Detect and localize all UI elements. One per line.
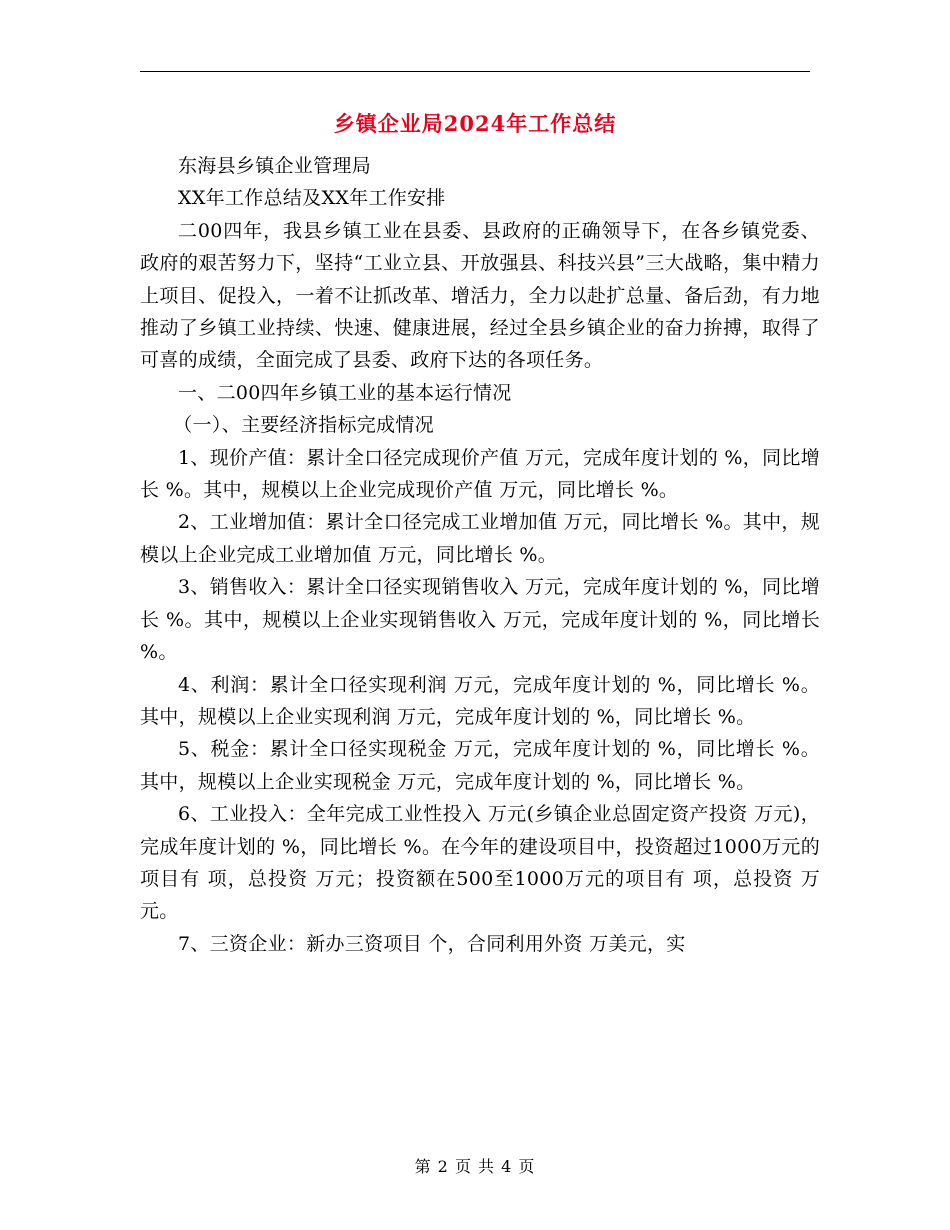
indicator-sales: 3、销售收入：累计全口径实现销售收入 万元，完成年度计划的 %，同比增长 %。其中，规模以上企业实现销售收入 万元，完成年度计划的 %，同比增长 %。 <box>140 576 820 664</box>
indicator-output-value: 1、现价产值：累计全口径完成现价产值 万元，完成年度计划的 %，同比增长 %。其中，规模以上企业完成现价产值 万元，同比增长 %。 <box>140 446 820 502</box>
subsection-heading: （一）、主要经济指标完成情况 <box>173 414 434 437</box>
section-heading: 一、二00四年乡镇工业的基本运行情况 <box>178 381 512 404</box>
intro-paragraph: 二00四年，我县乡镇工业在县委、县政府的正确领导下，在各乡镇党委、政府的艰苦努力下，坚持“工业立县、开放强县、科技兴县”三大战略，集中精力上项目、促投入，一着不让抓改革、增活力，全力以赴扩总量、备后劲，有力地推动了乡镇工业持续、快速、健康进展，经过全县乡镇企业的奋力拚搏，取得了可喜的成绩，全面完成了县委、政府下达的各项任务。 <box>140 219 820 372</box>
document-body <box>140 150 820 960</box>
indicator-investment: 6、工业投入：全年完成工业性投入 万元(乡镇企业总固定资产投资 万元)，完成年度计划的 %，同比增长 %。在今年的建设项目中，投资超过1000万元的项目有 项，总投资 万元；投资额在500至1000万元的项目有 项，总投资 万元。 <box>140 803 820 923</box>
document-title: 乡镇企业局2024年工作总结 <box>333 111 617 136</box>
indicator-foreign-enterprises: 7、三资企业：新办三资项目 个，合同利用外资 万美元，实 <box>178 932 686 955</box>
indicator-tax: 5、税金：累计全口径实现税金 万元，完成年度计划的 %，同比增长 %。其中，规模以上企业实现税金 万元，完成年度计划的 %，同比增长 %。 <box>140 738 820 793</box>
page-footer: 第 2 页 共 4 页 <box>414 1157 536 1176</box>
indicator-profit: 4、利润：累计全口径实现利润 万元，完成年度计划的 %，同比增长 %。其中，规模以上企业实现利润 万元，完成年度计划的 %，同比增长 %。 <box>140 673 820 728</box>
org-name: 东海县乡镇企业管理局 <box>178 155 372 177</box>
report-subtitle: XX年工作总结及XX年工作安排 <box>178 187 446 210</box>
header-rule <box>140 71 810 72</box>
indicator-value-added: 2、工业增加值：累计全口径完成工业增加值 万元，同比增长 %。其中，规模以上企业完成工业增加值 万元，同比增长 %。 <box>140 511 820 566</box>
